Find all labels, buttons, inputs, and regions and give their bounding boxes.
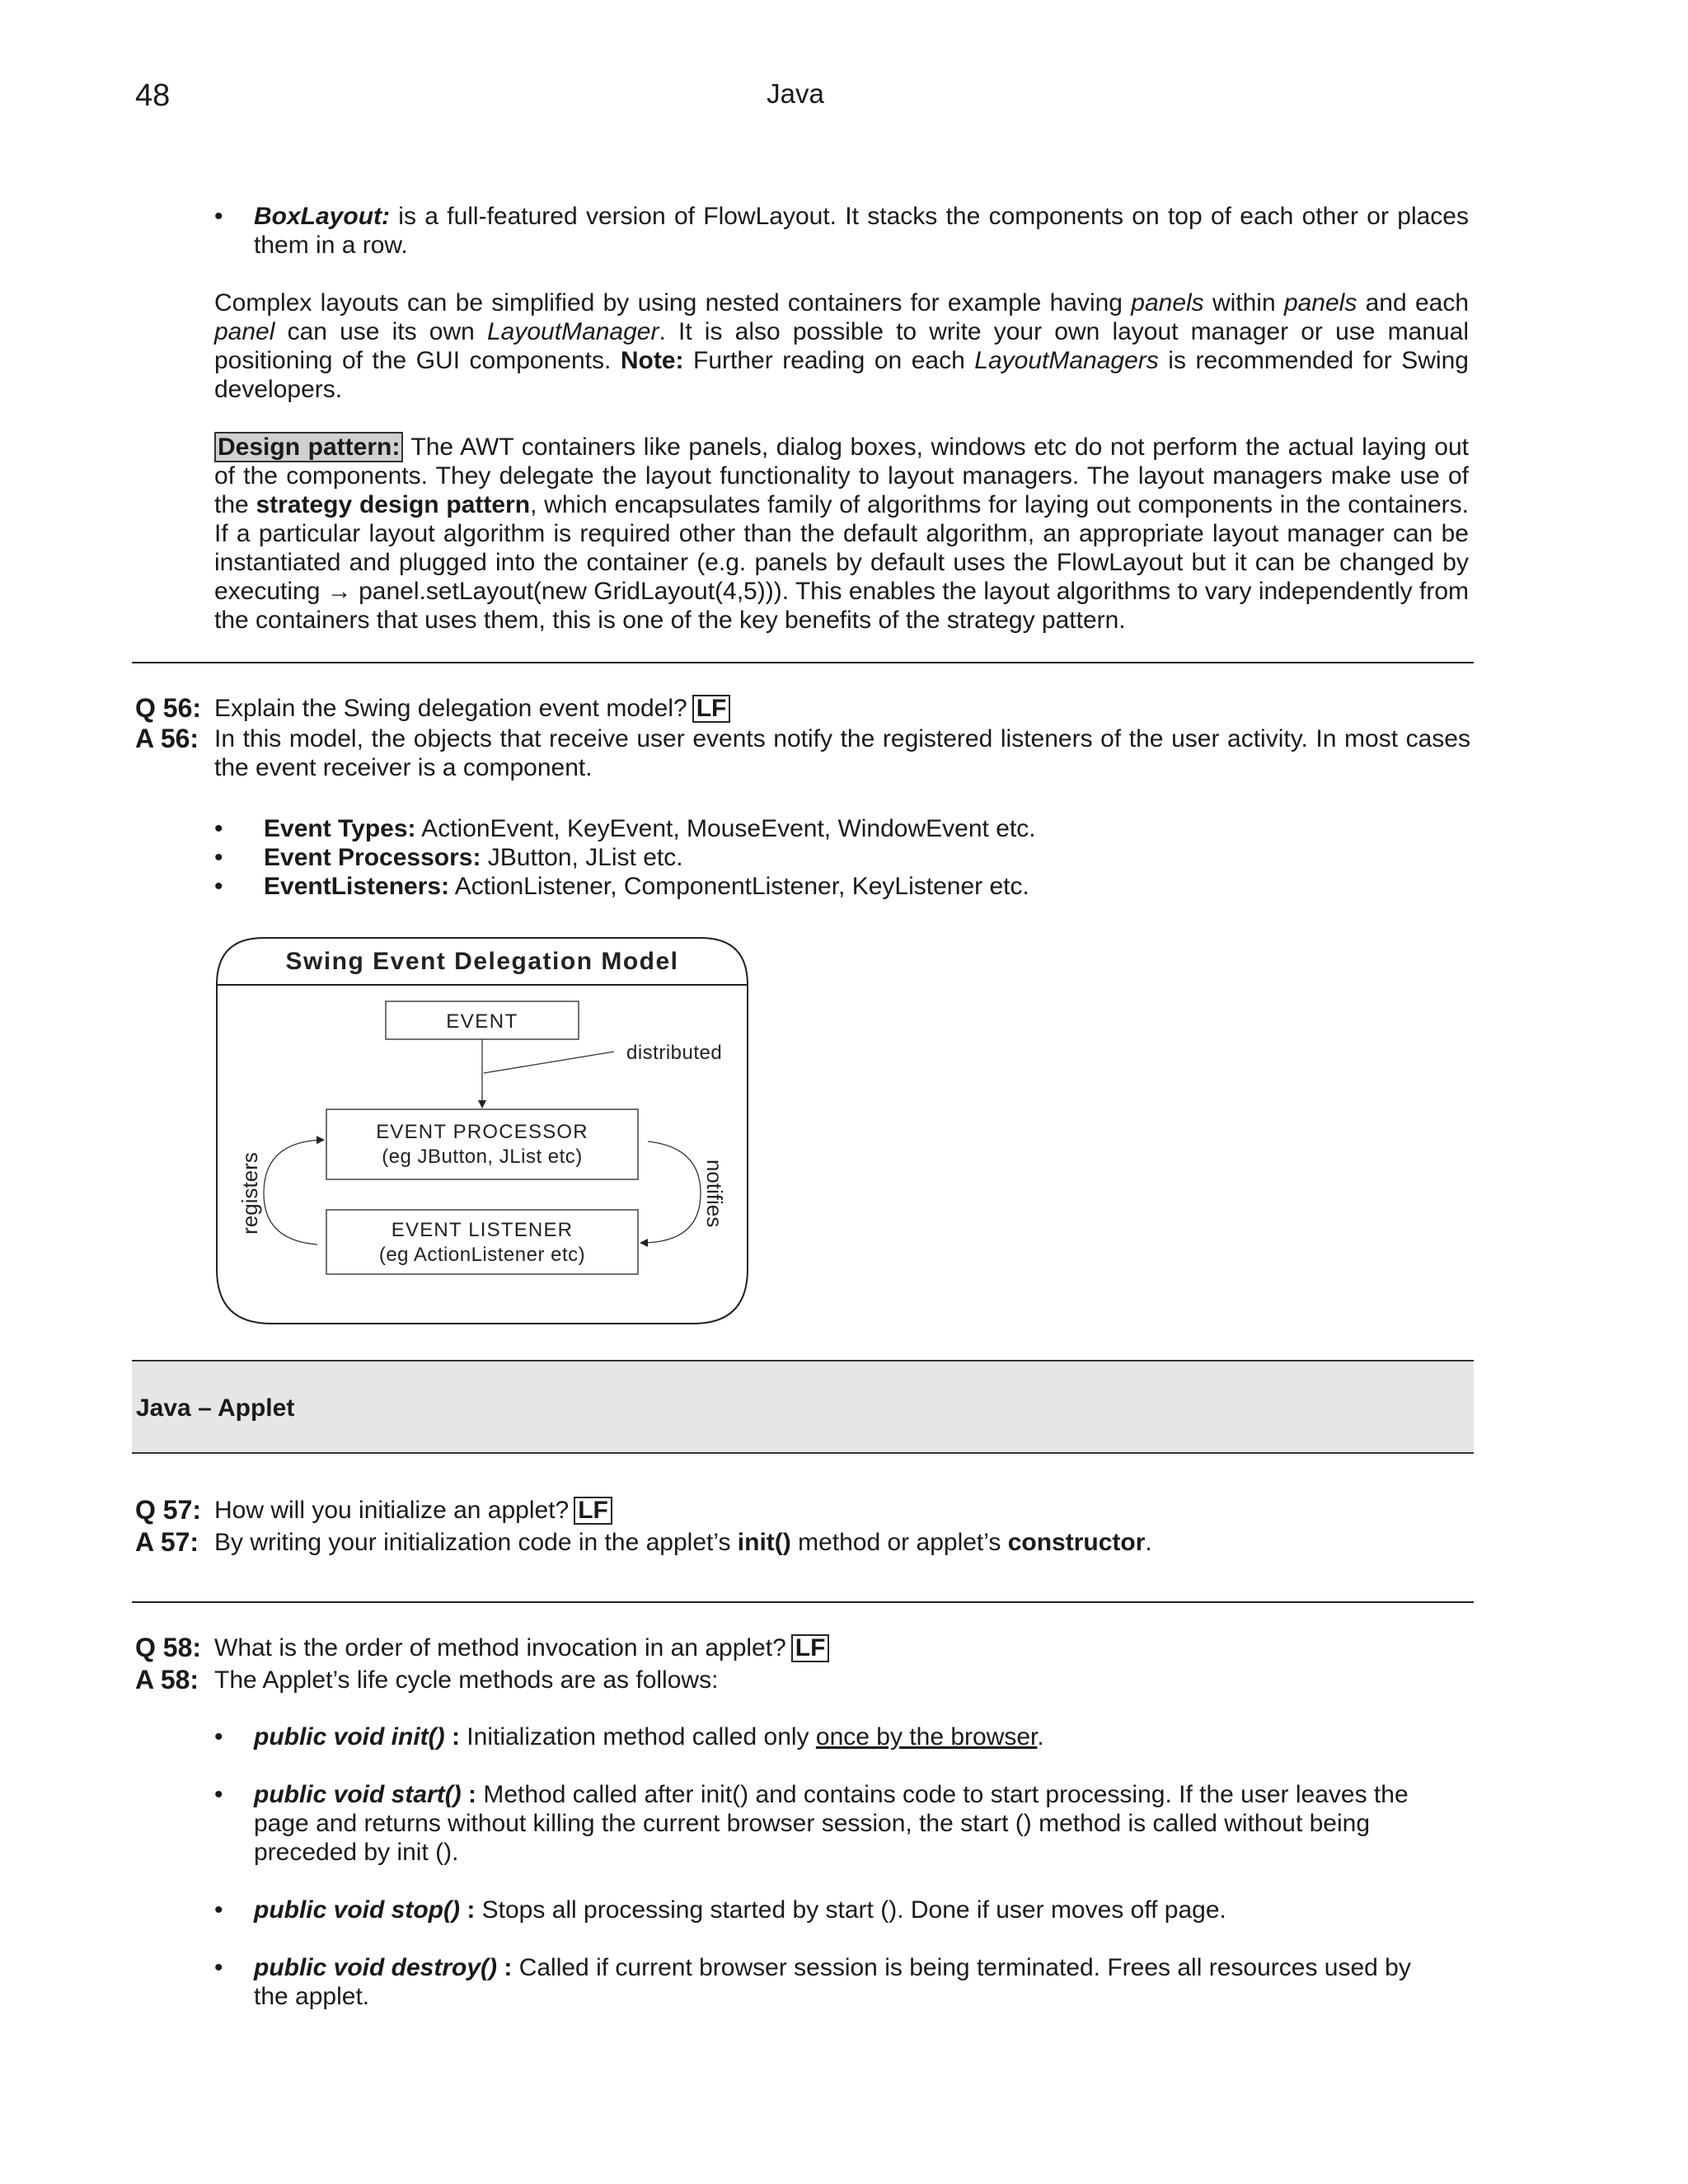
- text: EventListeners:: [264, 873, 450, 900]
- question-label: Q 56:: [135, 693, 202, 723]
- note-label: Note:: [620, 347, 684, 374]
- text: init(): [737, 1529, 791, 1556]
- list-item: [214, 1953, 1426, 2011]
- event-listener-label: EVENT LISTENER: [391, 1219, 574, 1241]
- text: ActionEvent, KeyEvent, MouseEvent, WindowEvent etc.: [415, 815, 1036, 842]
- notifies-label: notifies: [702, 1159, 727, 1228]
- answer-text: In this model, the objects that receive user events notify the registered listeners of the user activity. In most cases the event receiver is a component.: [214, 725, 1470, 781]
- notifies-curve: [641, 1141, 701, 1243]
- list-item: [214, 1780, 1426, 1867]
- section-heading-applet: [132, 1360, 1474, 1454]
- list-item: [214, 1896, 1426, 1924]
- text: :: [444, 1723, 460, 1750]
- text: Event Processors:: [264, 844, 481, 871]
- answer-text: The Applet’s life cycle methods are as follows:: [214, 1666, 719, 1694]
- text: :: [497, 1954, 513, 1981]
- page-number: 48: [135, 78, 171, 113]
- text: can use its own: [274, 318, 487, 345]
- event-processor-example: (eg JButton, JList etc): [382, 1146, 583, 1168]
- method-signature: public void start(): [254, 1781, 462, 1808]
- question-text: Explain the Swing delegation event model?: [214, 695, 687, 722]
- event-label: EVENT: [446, 1010, 518, 1033]
- question-text: How will you initialize an applet?: [214, 1497, 570, 1524]
- text: , which encapsulates family of algorithms for laying out components in the containers. If a particular layout algorithm is required other than the default algorithm, an appropriate layout manager can be instantiated and plugged into the container (e.g. panels by default uses the FlowLayout but it can be changed by executing: [214, 491, 1470, 605]
- boxlayout-text: is a full-featured version of FlowLayout. It stacks the components on top of each other or places them in a row.: [254, 203, 1469, 259]
- text: once by the browser: [815, 1723, 1038, 1750]
- text: method or applet’s: [790, 1529, 1008, 1556]
- applet-lifecycle-list: [214, 1722, 1426, 2040]
- text: panel: [214, 318, 275, 345]
- text: JButton, JList etc.: [481, 844, 683, 871]
- lf-tag: LF: [692, 695, 731, 723]
- method-signature: public void stop(): [254, 1896, 460, 1924]
- text: is recommended for Swing developers.: [214, 347, 1469, 403]
- text: ActionListener, ComponentListener, KeyListener etc.: [449, 873, 1029, 900]
- registers-label: registers: [237, 1152, 262, 1235]
- text: panel.setLayout(new GridLayout(4,5))). This enables the layout algorithms to vary independently from the containers that uses them, this is one of the key benefits of the strategy pattern.: [214, 578, 1469, 634]
- divider: [132, 1601, 1474, 1603]
- text: :: [461, 1781, 477, 1808]
- answer-label: A 58:: [135, 1665, 199, 1694]
- question-57: [135, 1494, 1470, 1558]
- running-header: Java: [767, 78, 824, 109]
- text: The AWT containers like panels, dialog boxes, windows etc do not perform the actual laying out of the components. They delegate the layout functionality to layout managers. The layout managers make use of the: [214, 434, 1469, 518]
- question-text: What is the order of method invocation in an applet?: [214, 1634, 786, 1661]
- text: .: [1145, 1529, 1152, 1556]
- event-listener-example: (eg ActionListener etc): [378, 1244, 586, 1266]
- text: By writing your initialization code in the applet’s: [214, 1529, 738, 1556]
- text: Called if current browser session is being terminated. Frees all resources used by the applet.: [254, 1954, 1411, 2010]
- section-title: Java – Applet: [136, 1394, 295, 1422]
- text: constructor: [1007, 1529, 1146, 1556]
- answer-text: [214, 1526, 1470, 1558]
- question-label: Q 57:: [135, 1495, 202, 1525]
- text: strategy design pattern: [256, 491, 531, 518]
- registers-curve: [264, 1140, 323, 1244]
- list-item: [214, 1722, 1426, 1751]
- distributed-pointer: [484, 1052, 614, 1073]
- text: within: [1203, 289, 1284, 316]
- method-signature: public void init(): [254, 1723, 445, 1750]
- boxlayout-term: BoxLayout:: [254, 203, 390, 230]
- text: Complex layouts can be simplified by using nested containers for example having: [214, 289, 1132, 316]
- question-58: [135, 1632, 1470, 1696]
- text: Method called after init() and contains code to start processing. If the user leaves the page and returns without killing the current browser session, the start () method is called without being preceded by init ().: [254, 1781, 1409, 1866]
- method-signature: public void destroy(): [254, 1954, 498, 1981]
- text: Initialization method called only: [459, 1723, 816, 1750]
- text: and each: [1357, 289, 1470, 316]
- answer-label: A 56:: [135, 724, 199, 753]
- lf-tag: LF: [574, 1497, 612, 1525]
- design-pattern-label: Design pattern:: [214, 432, 403, 462]
- text: Event Types:: [264, 815, 416, 842]
- answer-label: A 57:: [135, 1527, 199, 1557]
- lf-tag: LF: [791, 1634, 830, 1662]
- text: LayoutManagers: [974, 347, 1159, 374]
- text: :: [459, 1896, 476, 1924]
- text: panels: [1283, 289, 1357, 316]
- diagram-title: Swing Event Delegation Model: [285, 948, 679, 975]
- question-label: Q 58:: [135, 1633, 202, 1662]
- text: .: [1037, 1723, 1044, 1750]
- text: Further reading on each: [683, 347, 975, 374]
- event-processor-label: EVENT PROCESSOR: [376, 1121, 588, 1143]
- event-processor-box: [326, 1109, 638, 1179]
- text: Stops all processing started by start (). Done if user moves off page.: [475, 1896, 1226, 1924]
- arrow-icon: →: [326, 578, 352, 605]
- text: . It is also possible to write your own layout manager or use manual positioning of the GUI components.: [214, 318, 1470, 374]
- text: LayoutManager: [487, 318, 659, 345]
- distributed-label: distributed: [626, 1042, 723, 1064]
- text: panels: [1131, 289, 1204, 316]
